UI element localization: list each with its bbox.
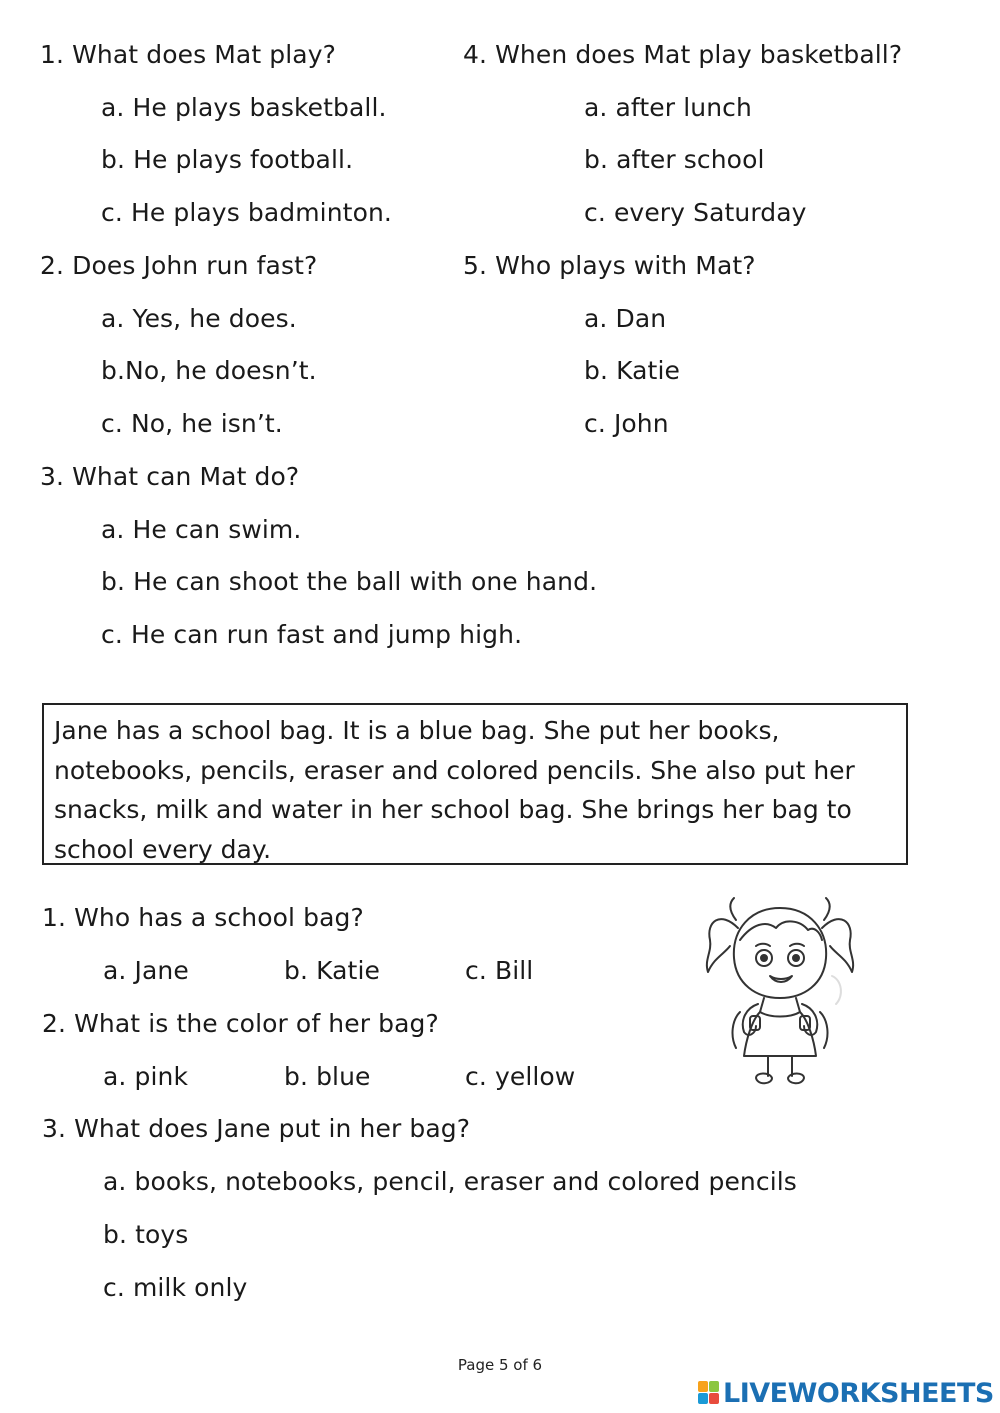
s2-q1-option-c[interactable]: c. Bill (465, 956, 534, 985)
brand-logo[interactable] (698, 1378, 994, 1408)
passage-line: notebooks, pencils, eraser and colored pencils. She also put her (54, 755, 855, 785)
s1-q5-option-c[interactable]: c. John (584, 409, 669, 438)
s2-q1-option-b[interactable]: b. Katie (284, 956, 380, 985)
s1-q5-question: 5. Who plays with Mat? (463, 251, 756, 280)
s1-q2-option-c[interactable]: c. No, he isn’t. (101, 409, 283, 438)
s1-q1-option-a[interactable]: a. He plays basketball. (101, 93, 387, 122)
passage-line: Jane has a school bag. It is a blue bag. She put her books, (54, 716, 780, 745)
liveworksheets-logo-icon (698, 1381, 720, 1405)
s1-q3-question: 3. What can Mat do? (40, 462, 300, 491)
brand-name: LIVEWORKSHEETS (723, 1377, 994, 1409)
reading-passage-box (42, 703, 908, 865)
s1-q1-question: 1. What does Mat play? (40, 40, 336, 69)
s1-q4-option-c[interactable]: c. every Saturday (584, 198, 807, 227)
s1-q3-option-b[interactable]: b. He can shoot the ball with one hand. (101, 567, 598, 596)
s1-q3-option-c[interactable]: c. He can run fast and jump high. (101, 620, 523, 649)
passage-line: snacks, milk and water in her school bag. She brings her bag to (54, 795, 852, 824)
girl-with-backpack-icon (700, 880, 860, 1095)
s1-q4-question: 4. When does Mat play basketball? (463, 40, 903, 69)
page-number: Page 5 of 6 (457, 1356, 543, 1374)
s1-q3-option-a[interactable]: a. He can swim. (101, 515, 302, 544)
s1-q2-option-b[interactable]: b.No, he doesn’t. (101, 356, 317, 385)
s1-q2-option-a[interactable]: a. Yes, he does. (101, 304, 297, 333)
s1-q5-option-a[interactable]: a. Dan (584, 304, 667, 333)
s1-q4-option-a[interactable]: a. after lunch (584, 93, 752, 122)
passage-line: school every day. (54, 834, 272, 864)
s1-q1-option-c[interactable]: c. He plays badminton. (101, 198, 392, 227)
s1-q1-option-b[interactable]: b. He plays football. (101, 145, 354, 174)
s2-q2-question: 2. What is the color of her bag? (42, 1009, 439, 1038)
s2-q3-question: 3. What does Jane put in her bag? (42, 1114, 471, 1143)
s2-q1-question: 1. Who has a school bag? (42, 903, 364, 932)
s2-q3-option-b[interactable]: b. toys (103, 1220, 189, 1249)
s2-q2-option-c[interactable]: c. yellow (465, 1062, 576, 1091)
s2-q2-option-a[interactable]: a. pink (103, 1062, 189, 1091)
s2-q3-option-a[interactable]: a. books, notebooks, pencil, eraser and colored pencils (103, 1167, 797, 1196)
s1-q5-option-b[interactable]: b. Katie (584, 356, 680, 385)
s1-q2-question: 2. Does John run fast? (40, 251, 318, 280)
s2-q1-option-a[interactable]: a. Jane (103, 956, 189, 985)
s1-q4-option-b[interactable]: b. after school (584, 145, 765, 174)
s2-q2-option-b[interactable]: b. blue (284, 1062, 371, 1091)
s2-q3-option-c[interactable]: c. milk only (103, 1273, 248, 1302)
